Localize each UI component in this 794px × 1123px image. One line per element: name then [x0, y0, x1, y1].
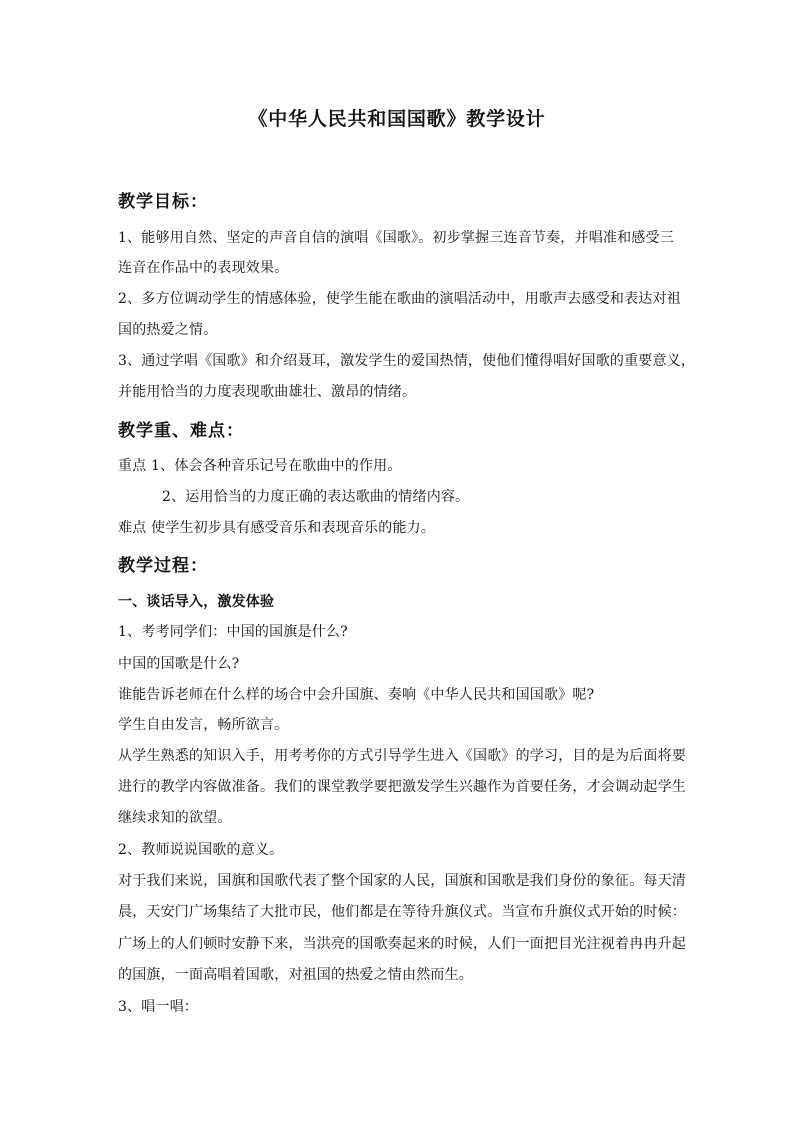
- paragraph-line: 2、运用恰当的力度正确的表达歌曲的情绪内容。: [162, 489, 470, 505]
- paragraph-line: 学生自由发言，畅所欲言。: [118, 717, 289, 733]
- paragraph-line: 并能用恰当的力度表现歌曲雄壮、激昂的情绪。: [118, 384, 417, 400]
- paragraph-line: 从学生熟悉的知识入手，用考考你的方式引导学生进入《国歌》的学习，目的是为后面将要: [118, 748, 686, 764]
- paragraph-line: 广场上的人们顿时安静下来，当洪亮的国歌奏起来的时候，人们一面把目光注视着冉冉升起: [118, 936, 686, 952]
- section-heading-key-points: 教学重、难点：: [118, 421, 244, 441]
- paragraph-line: 谁能告诉老师在什么样的场合中会升国旗、奏响《中华人民共和国国歌》呢?: [118, 687, 595, 703]
- paragraph-line: 难点 使学生初步具有感受音乐和表现音乐的能力。: [118, 520, 436, 536]
- paragraph-line: 中国的国歌是什么?: [118, 656, 240, 672]
- paragraph-line: 连音在作品中的表现效果。: [118, 260, 289, 276]
- paragraph-line: 继续求知的欲望。: [118, 810, 232, 826]
- section-heading-process: 教学过程：: [118, 556, 208, 576]
- paragraph-line: 1、能够用自然、坚定的声音自信的演唱《国歌》。初步掌握三连音节奏，并唱准和感受三: [118, 230, 674, 246]
- paragraph-line: 2、教师说说国歌的意义。: [118, 842, 284, 858]
- paragraph-line: 1、考考同学们：中国的国旗是什么?: [118, 624, 348, 640]
- paragraph-line: 国的热爱之情。: [118, 322, 218, 338]
- paragraph-line: 晨，天安门广场集结了大批市民，他们都是在等待升旗仪式。当宣布升旗仪式开始的时候：: [118, 904, 686, 920]
- paragraph-line: 3、唱一唱：: [118, 999, 199, 1015]
- paragraph-line: 重点 1、体会各种音乐记号在歌曲中的作用。: [118, 458, 402, 474]
- subsection-heading: 一、谈话导入，激发体验: [118, 594, 275, 610]
- paragraph-line: 对于我们来说，国旗和国歌代表了整个国家的人民，国旗和国歌是我们身份的象征。每天清: [118, 873, 686, 889]
- paragraph-line: 3、通过学唱《国歌》和介绍聂耳，激发学生的爱国热情，使他们懂得唱好国歌的重要意义，: [118, 353, 696, 369]
- paragraph-line: 进行的教学内容做准备。我们的课堂教学要把激发学生兴趣作为首要任务，才会调动起学生: [118, 779, 686, 795]
- paragraph-line: 的国旗，一面高唱着国歌，对祖国的热爱之情由然而生。: [118, 967, 473, 983]
- section-heading-goals: 教学目标：: [118, 192, 208, 212]
- paragraph-line: 2、多方位调动学生的情感体验，使学生能在歌曲的演唱活动中，用歌声去感受和表达对祖: [118, 291, 681, 307]
- document-title: 《中华人民共和国国歌》教学设计: [248, 108, 546, 130]
